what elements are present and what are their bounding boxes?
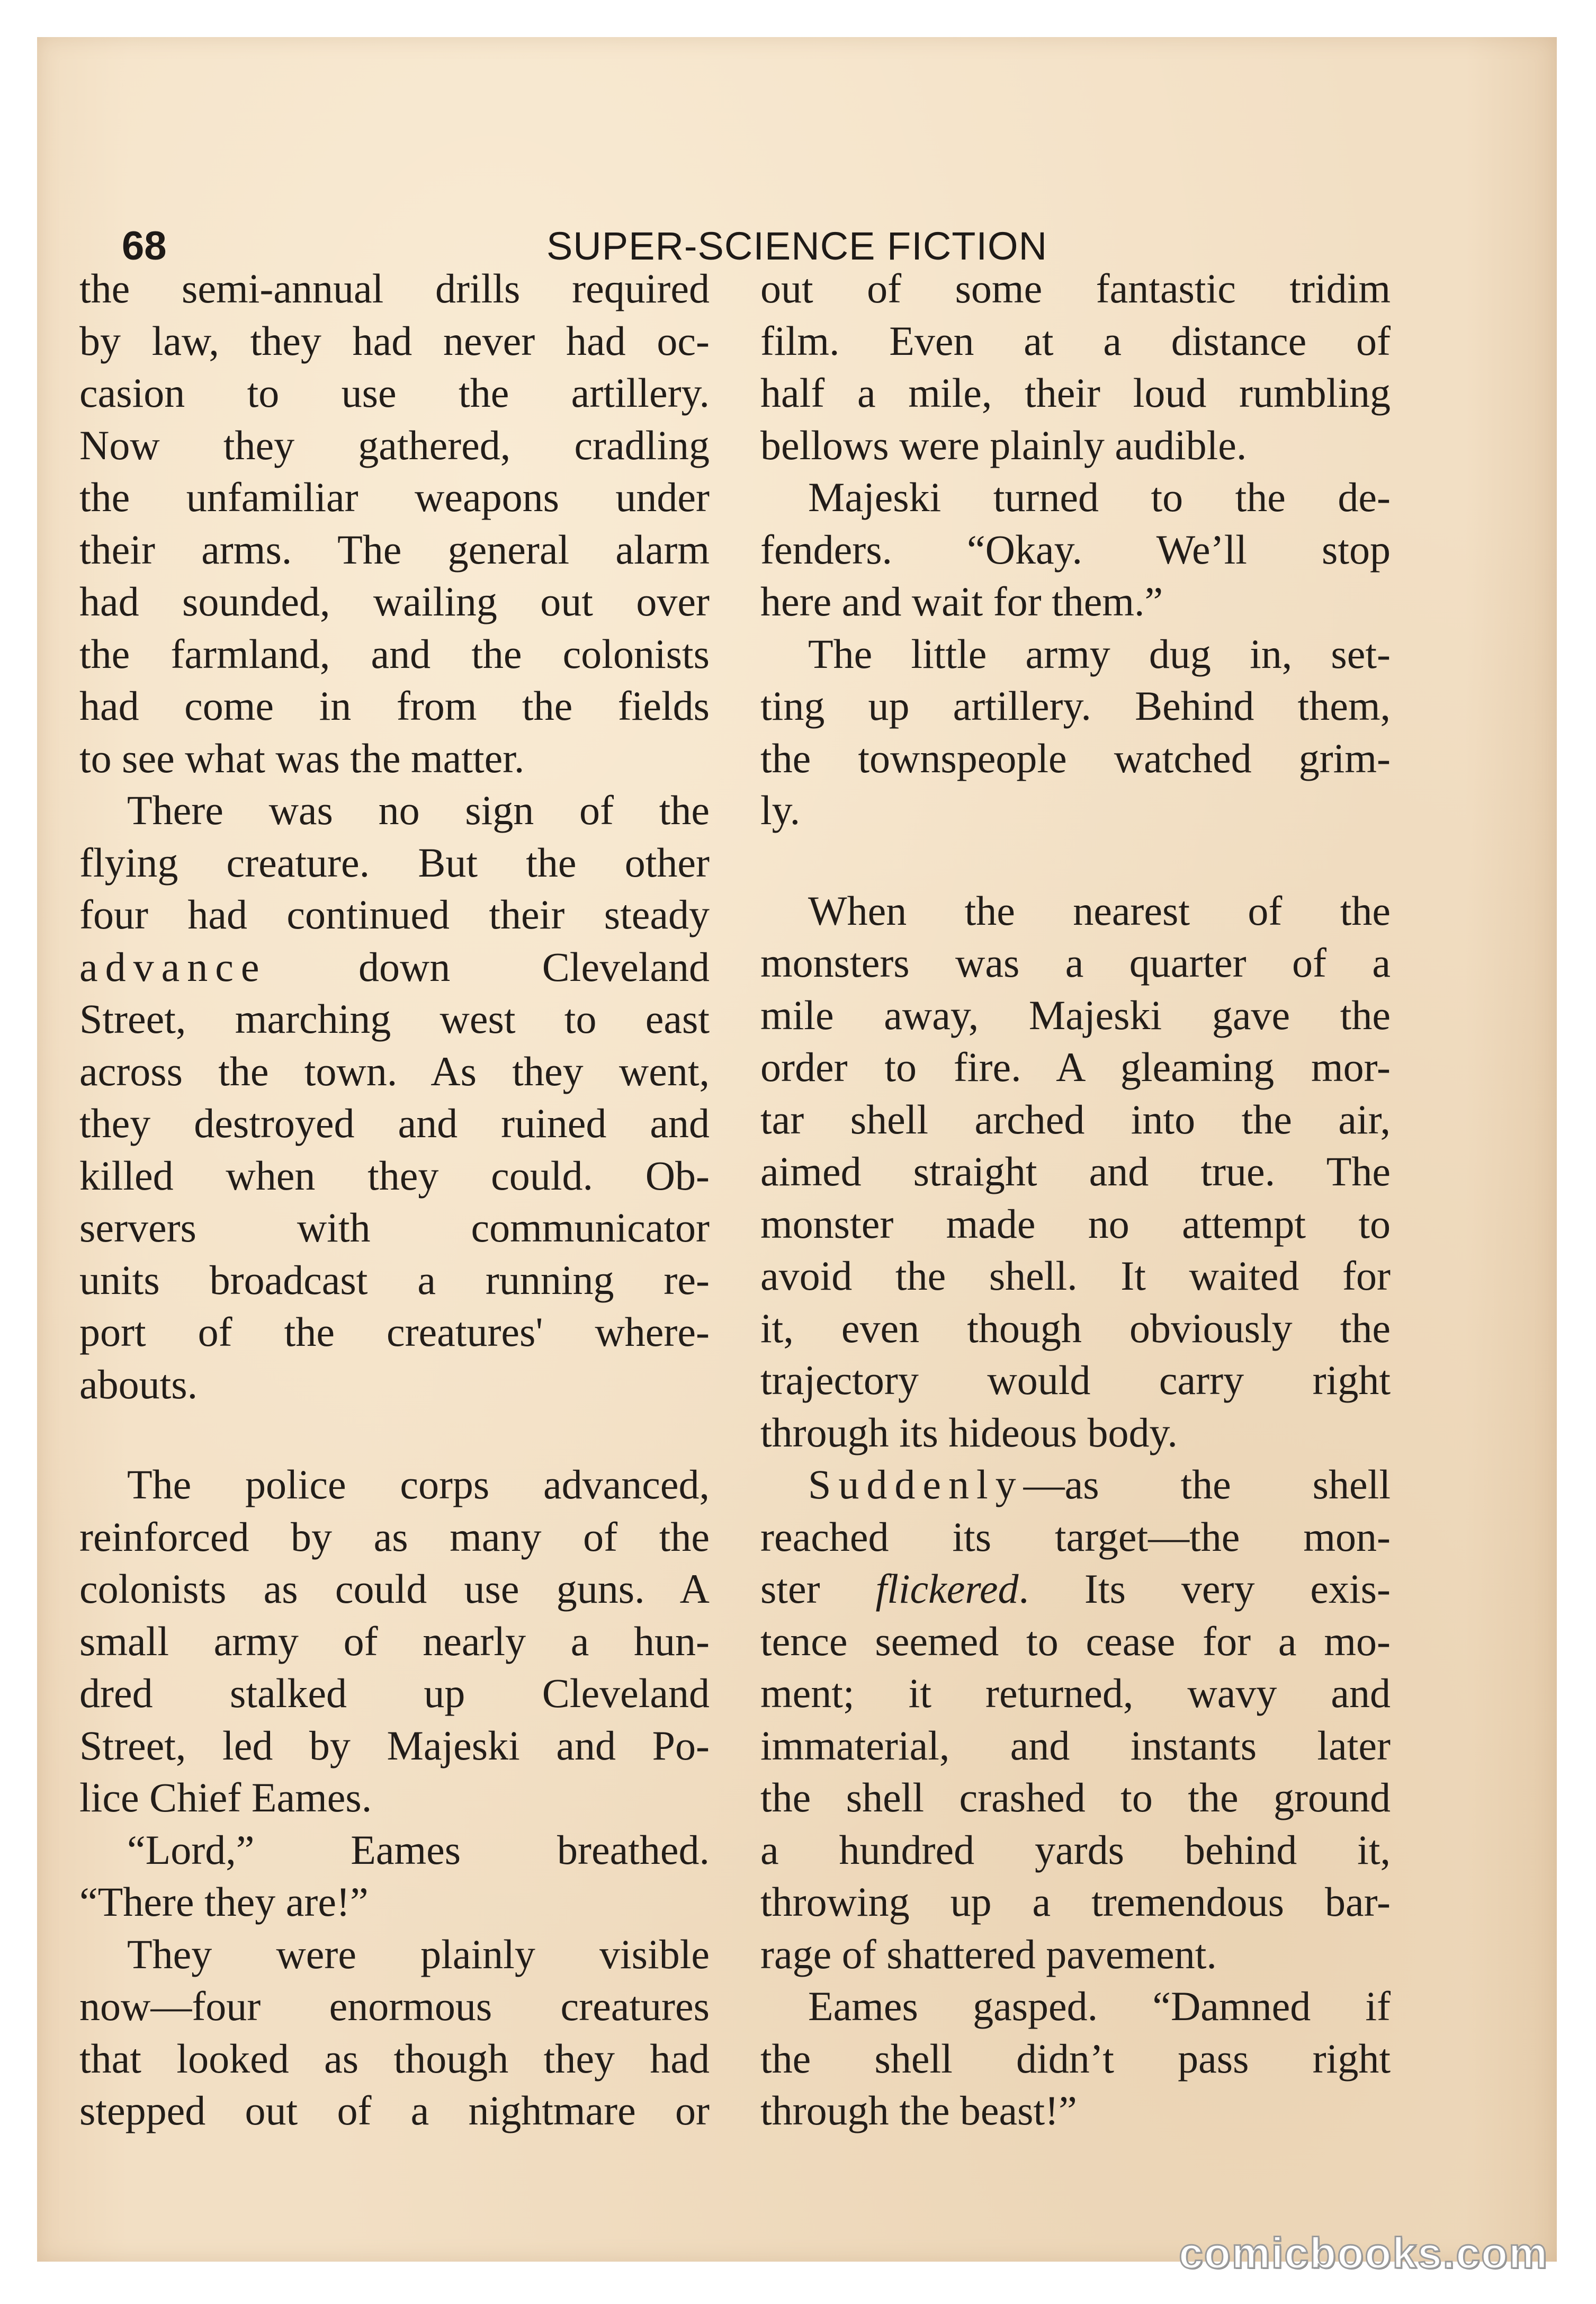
text-line: they destroyed and ruined and [79,1100,710,1146]
section-break [760,837,1391,885]
text-line: to see what was the matter. [79,735,525,781]
text-line: the semi-annual drills required [79,265,710,311]
text-line: across the town. As they went, [79,1048,710,1094]
emphasized-word: advance [79,943,267,990]
text-line: through its hideous body. [760,1409,1178,1455]
text-line: film. Even at a distance of [760,317,1391,364]
text-line: casion to use the artillery. [79,370,710,416]
text-line: flying creature. But the other [79,839,710,886]
text-line: Now they gathered, cradling [79,422,710,468]
text-line: that looked as though they had [79,2035,710,2082]
text-line: a hundred yards behind it, [760,1826,1391,1873]
emphasized-word: Suddenly [808,1461,1024,1507]
text-line: four had continued their steady [79,891,710,937]
text-line: killed when they could. Ob- [79,1152,710,1199]
text-line: port of the creatures' where- [79,1309,710,1355]
text-line: aimed straight and true. The [760,1148,1391,1194]
text-line: the unfamiliar weapons under [79,474,710,520]
text-line: Eames gasped. “Damned if [808,1983,1391,2029]
text-line: rage of shattered pavement. [760,1931,1217,1977]
text-line: through the beast!” [760,2087,1077,2133]
text-line: monsters was a quarter of a [760,940,1391,986]
text-line: reinforced by as many of the [79,1513,710,1560]
text-line: advance down Cleveland [79,943,710,990]
section-break [79,1410,710,1459]
text-line: reached its target—the mon- [760,1513,1391,1560]
text-line: lice Chief Eames. [79,1774,372,1820]
left-column [79,263,710,2137]
page-number: 68 [122,224,167,269]
text-line: had come in from the fields [79,683,710,729]
running-title: SUPER-SCIENCE FICTION [546,224,1048,268]
text-line: When the nearest of the [808,887,1391,934]
site-watermark: comicbooks.com [1179,2229,1548,2278]
text-line: There was no sign of the [127,787,710,833]
text-line: now—four enormous creatures [79,1983,710,2029]
text-line: order to fire. A gleaming mor- [760,1044,1391,1090]
text-line: tence seemed to cease for a mo- [760,1618,1391,1664]
text-line: avoid the shell. It waited for [760,1253,1391,1299]
text-line: half a mile, their loud rumbling [760,370,1391,416]
text-line: small army of nearly a hun- [79,1618,710,1664]
text-line: servers with communicator [79,1204,710,1251]
text-line: the townspeople watched grim- [760,735,1391,781]
text-line: Street, led by Majeski and Po- [79,1722,710,1769]
text-line: The police corps advanced, [127,1461,710,1507]
text-line: ly. [760,787,801,833]
text-line: abouts. [79,1361,198,1407]
text-line: dred stalked up Cleveland [79,1670,710,1716]
text-line: out of some fantastic tridim [760,265,1391,311]
text-line: here and wait for them.” [760,578,1163,624]
text-line: the farmland, and the colonists [79,630,710,677]
text-line: the shell didn’t pass right [760,2035,1391,2082]
text-line: trajectory would carry right [760,1357,1391,1403]
emphasized-word: flickered [875,1566,1019,1612]
text-line: their arms. The general alarm [79,526,710,573]
right-column [760,263,1391,2137]
text-line: Majeski turned to the de- [808,474,1391,520]
text-line: ting up artillery. Behind them, [760,683,1391,729]
text-line: monster made no attempt to [760,1200,1391,1247]
text-line: fenders. “Okay. We’ll stop [760,526,1391,573]
text-line: immaterial, and instants later [760,1722,1391,1769]
text-line: had sounded, wailing out over [79,578,710,624]
text-line: mile away, Majeski gave the [760,992,1391,1038]
text-line: “There they are!” [79,1879,369,1925]
text-line: bellows were plainly audible. [760,422,1247,468]
text-line: “Lord,” Eames breathed. [127,1826,710,1873]
text-line: tar shell arched into the air, [760,1096,1391,1142]
text-line: The little army dug in, set- [808,630,1391,677]
text-line: Suddenly—as the shell [808,1461,1391,1507]
text-line: colonists as could use guns. A [79,1566,710,1612]
text-line: the shell crashed to the ground [760,1774,1391,1820]
text-line: it, even though obviously the [760,1305,1391,1351]
text-line: stepped out of a nightmare or [79,2087,710,2133]
text-line: throwing up a tremendous bar- [760,1879,1391,1925]
text-line: units broadcast a running re- [79,1256,710,1303]
text-line: by law, they had never had oc- [79,317,710,364]
text-line: ment; it returned, wavy and [760,1670,1391,1716]
text-line: They were plainly visible [127,1931,710,1977]
text-line: ster flickered. Its very exis- [760,1566,1391,1612]
text-line: Street, marching west to east [79,996,710,1042]
